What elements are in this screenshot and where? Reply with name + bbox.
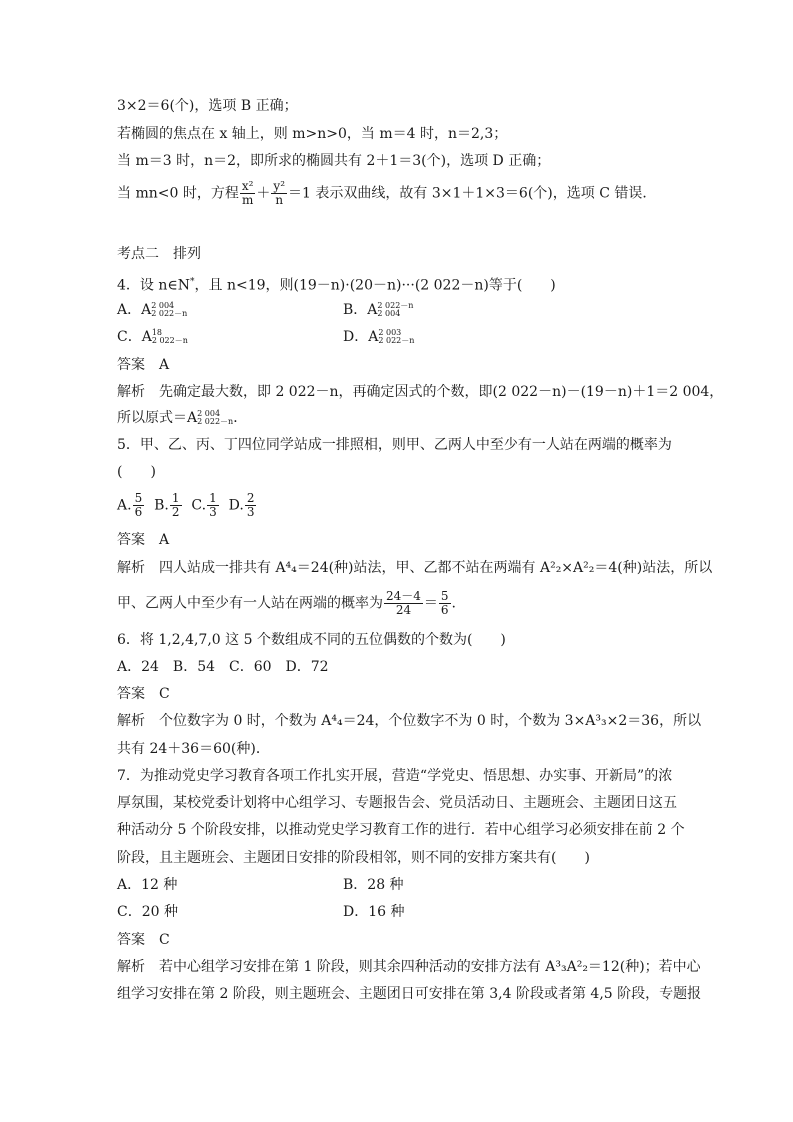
- perm-subscript: 2 022－n: [151, 309, 188, 318]
- analysis-label: 解析: [117, 713, 145, 729]
- denominator: 24: [395, 603, 412, 617]
- text-segment: ＝1 表示双曲线，故有 3×1＋1×3＝6(个)，选项 C 错误．: [288, 185, 657, 202]
- analysis-text: .: [451, 595, 456, 612]
- analysis-line: [117, 957, 701, 977]
- perm-superscript: 2 004: [151, 301, 175, 310]
- perm-superscript: 18: [151, 328, 163, 337]
- analysis-label: 解析: [117, 959, 145, 975]
- numerator: 5: [134, 491, 143, 505]
- answer-line: [117, 930, 170, 950]
- analysis-text: 四人站成一排共有 A⁴₄＝24(种)站法，甲、乙都不站在两端有 A²₂×A²₂＝4(种)站法，所以: [159, 560, 713, 576]
- option-b: B．28 种: [343, 877, 404, 893]
- answer-label: 答案: [117, 686, 145, 702]
- analysis-label: 解析: [117, 560, 145, 576]
- analysis-text: 个位数字为 0 时，个数为 A⁴₄＝24，个位数字不为 0 时，个数为 3×A³₃×2＝36，所以: [159, 713, 702, 729]
- fraction: [245, 492, 257, 519]
- question-7-stem: 7．为推动党史学习教育各项工作扎实开展，营造“学党史、悟思想、办实事、开新局”的浓: [117, 768, 673, 784]
- answer-line: [117, 530, 169, 550]
- question-6-options: A．24 B．54 C．60 D．72: [117, 659, 329, 675]
- superscript: *: [190, 277, 195, 287]
- text-segment: ＋: [256, 185, 271, 202]
- option-label: D.: [228, 497, 244, 514]
- fraction: [240, 180, 256, 207]
- perm-superscript: 2 003: [378, 328, 402, 337]
- fraction: [439, 590, 451, 617]
- answer-value: A: [159, 532, 170, 548]
- analysis-text: 所以原式＝A: [117, 410, 198, 426]
- analysis-line: [117, 382, 723, 402]
- fraction: [271, 180, 287, 207]
- option-label: C.: [191, 497, 207, 514]
- analysis-text: ＝: [423, 595, 438, 612]
- answer-line: [117, 355, 169, 375]
- option-label: B.: [154, 497, 169, 514]
- option-label: A.: [117, 497, 132, 514]
- question-5-stem: ( ): [117, 464, 156, 480]
- option-label: C．A: [117, 329, 152, 345]
- analysis-line: [117, 711, 701, 731]
- text-segment: ，且 n<19，则(19－n)·(20－n)···(2 022－n)等于( ): [194, 277, 556, 294]
- denominator: 6: [440, 603, 449, 617]
- fraction: [207, 492, 219, 519]
- denominator: 3: [246, 505, 255, 519]
- text-segment: 当 mn<0 时，方程: [117, 185, 239, 202]
- analysis-text: 先确定最大数，即 2 022－n，再确定因式的个数，即(2 022－n)－(19－n)＋1＝2 004，: [159, 384, 724, 400]
- numerator: 24－4: [386, 589, 421, 603]
- answer-value: A: [159, 357, 170, 373]
- numerator: 1: [171, 491, 180, 505]
- option-c: C．20 种: [117, 904, 178, 920]
- perm-subscript: 2 022－n: [151, 336, 188, 345]
- denominator: 2: [171, 505, 180, 519]
- option-a: [117, 300, 187, 320]
- text-segment: 4．设 n∈N: [117, 277, 190, 294]
- option-label: A．A: [117, 302, 152, 318]
- answer-label: 答案: [117, 532, 145, 548]
- question-7-stem: 种活动分 5 个阶段安排，以推动党史学习教育工作的进行．若中心组学习必须安排在前 2 个: [117, 822, 685, 838]
- analysis-text: 甲、乙两人中至少有一人站在两端的概率为: [117, 595, 383, 612]
- option-c: [117, 327, 188, 347]
- option-b: [343, 300, 413, 320]
- answer-label: 答案: [117, 932, 145, 948]
- numerator: y²: [273, 179, 286, 193]
- denominator: m: [241, 193, 254, 207]
- numerator: 5: [440, 589, 449, 603]
- section-heading: 考点二 排列: [117, 246, 201, 262]
- option-d: [343, 327, 414, 347]
- analysis-text: 若中心组学习安排在第 1 阶段，则其余四种活动的安排方法有 A³₃A²₂＝12(种)；若中心: [159, 959, 701, 975]
- denominator: 6: [134, 505, 143, 519]
- analysis-line: [117, 408, 247, 428]
- answer-label: 答案: [117, 357, 145, 373]
- question-7-stem: 阶段，且主题班会、主题团日安排的阶段相邻，则不同的安排方案共有( ): [117, 850, 590, 866]
- answer-line: [117, 684, 170, 704]
- question-4-stem: [117, 272, 556, 296]
- analysis-line: 共有 24＋36＝60(种)．: [117, 741, 270, 757]
- answer-value: C: [159, 686, 170, 702]
- question-7-stem: 厚氛围，某校党委计划将中心组学习、专题报告会、党员活动日、主题班会、主题团日这五: [117, 795, 677, 811]
- answer-value: C: [159, 932, 170, 948]
- analysis-text: ．: [233, 410, 248, 426]
- question-5-stem: 5．甲、乙、丙、丁四位同学站成一排照相，则甲、乙两人中至少有一人站在两端的概率为: [117, 437, 672, 453]
- text-line: 3×2＝6(个)，选项 B 正确；: [117, 98, 298, 114]
- perm-superscript: 2 022－n: [377, 301, 414, 310]
- analysis-line: 组学习安排在第 2 阶段，则主题班会、主题团日可安排在第 3,4 阶段或者第 4,5 阶段，专题报: [117, 986, 702, 1002]
- text-line: 若椭圆的焦点在 x 轴上，则 m>n>0，当 m＝4 时，n＝2,3；: [117, 126, 508, 142]
- numerator: x²: [241, 179, 254, 193]
- option-label: D．A: [343, 329, 379, 345]
- text-line: 当 m＝3 时，n＝2，即所求的椭圆共有 2＋1＝3(个)，选项 D 正确；: [117, 153, 551, 169]
- option-label: B．A: [343, 302, 378, 318]
- perm-subscript: 2 004: [377, 309, 401, 318]
- numerator: 2: [246, 491, 255, 505]
- analysis-line: [117, 558, 712, 578]
- question-6-stem: 6．将 1,2,4,7,0 这 5 个数组成不同的五位偶数的个数为( ): [117, 632, 506, 648]
- analysis-line: [117, 590, 456, 617]
- numerator: 1: [209, 491, 217, 505]
- question-5-options: [117, 492, 257, 519]
- option-a: A．12 种: [117, 877, 178, 893]
- denominator: 3: [209, 505, 217, 519]
- text-line: [117, 180, 656, 207]
- perm-subscript: 2 022－n: [378, 336, 415, 345]
- fraction: [170, 492, 182, 519]
- fraction: [133, 492, 145, 519]
- option-d: D．16 种: [343, 904, 405, 920]
- denominator: n: [275, 193, 284, 207]
- perm-superscript: 2 004: [197, 409, 221, 418]
- analysis-label: 解析: [117, 384, 145, 400]
- perm-subscript: 2 022－n: [197, 417, 234, 426]
- fraction: [384, 590, 423, 617]
